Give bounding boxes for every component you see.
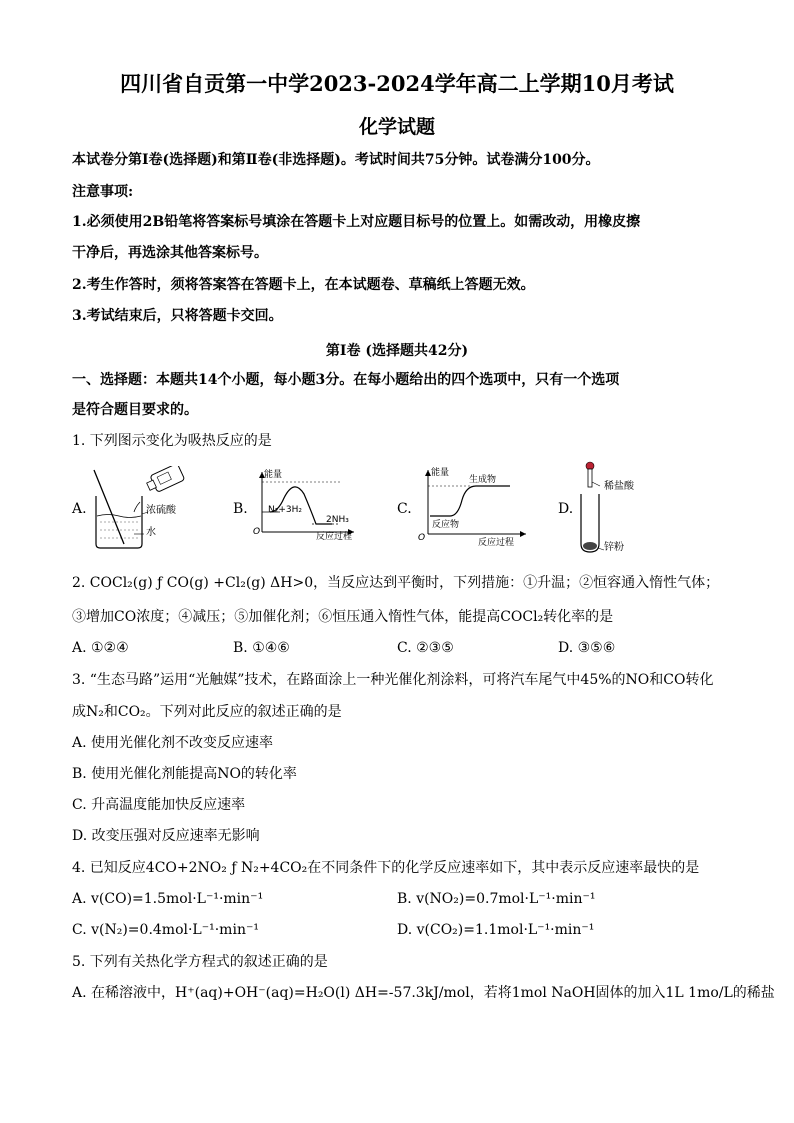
q1-a-water-label: 水 bbox=[146, 527, 156, 538]
q1-b-xlabel: 反应过程 bbox=[316, 532, 353, 542]
q5-option-a: A. 在稀溶液中，H⁺(aq)+OH⁻(aq)=H₂O(l) ΔH=-57.3kJ/mol，若将1mol NaOH固体的加入1L 1mo/L的稀盐 bbox=[72, 985, 775, 1001]
q4-stem: 4. 已知反应4CO+2NO₂ ƒ N₂+4CO₂在不同条件下的化学反应速率如下，其中表示反应速率最快的是 bbox=[72, 860, 700, 876]
notice-3: 3.考试结束后，只将答题卡交回。 bbox=[72, 308, 283, 324]
q1-d-acid-label: 稀盐酸 bbox=[604, 481, 634, 492]
q3-option-b: B. 使用光催化剂能提高NO的转化率 bbox=[72, 766, 297, 782]
q4-option-b: B. v(NO₂)=0.7mol·L⁻¹·min⁻¹ bbox=[397, 891, 596, 907]
q1-a-acid-label: 浓硫酸 bbox=[146, 505, 176, 516]
q1-b-ylabel: 能量 bbox=[264, 470, 283, 480]
q3-stem-a: 3. “生态马路”运用“光触媒”技术，在路面涂上一种光催化剂涂料，可将汽车尾气中45%的NO和CO转化 bbox=[72, 672, 714, 688]
q4-option-a: A. v(CO)=1.5mol·L⁻¹·min⁻¹ bbox=[72, 891, 264, 907]
q1-b-origin: O bbox=[253, 527, 261, 537]
q1-c-ylabel: 能量 bbox=[431, 468, 450, 478]
q4-option-d: D. v(CO₂)=1.1mol·L⁻¹·min⁻¹ bbox=[397, 922, 595, 938]
exam-subtitle: 化学试题 bbox=[358, 116, 435, 138]
q1-option-d-label: D. bbox=[558, 501, 574, 517]
q3-option-d: D. 改变压强对反应速率无影响 bbox=[72, 828, 260, 844]
notice-title: 注意事项: bbox=[72, 184, 134, 200]
section-instr-a: 一、选择题：本题共14个小题，每小题3分。在每小题给出的四个选项中，只有一个选项 bbox=[72, 372, 620, 388]
q3-stem-b: 成N₂和CO₂。下列对此反应的叙述正确的是 bbox=[72, 704, 342, 720]
q1-figure-a bbox=[88, 466, 198, 552]
section-heading: 第Ⅰ卷 (选择题共42分) bbox=[325, 343, 469, 359]
section-instr-b: 是符合题目要求的。 bbox=[72, 402, 198, 418]
notice-1b: 干净后，再选涂其他答案标号。 bbox=[72, 245, 268, 261]
q1-c-product: 生成物 bbox=[469, 475, 497, 485]
q1-option-b-label: B. bbox=[233, 501, 248, 517]
q2-option-a: A. ①②④ bbox=[72, 640, 129, 656]
q2-option-c: C. ②③⑤ bbox=[397, 640, 454, 656]
q1-c-xlabel: 反应过程 bbox=[478, 538, 515, 548]
q1-stem: 1. 下列图示变化为吸热反应的是 bbox=[72, 433, 272, 449]
q1-option-a-label: A. bbox=[72, 501, 87, 517]
q1-d-zinc-label: 锌粉 bbox=[604, 542, 624, 553]
notice-2: 2.考生作答时，须将答案答在答题卡上，在本试题卷、草稿纸上答题无效。 bbox=[72, 277, 535, 293]
q3-option-a: A. 使用光催化剂不改变反应速率 bbox=[72, 735, 274, 751]
q1-b-product: 2NH₃ bbox=[326, 515, 349, 525]
intro-line: 本试卷分第Ⅰ卷(选择题)和第Ⅱ卷(非选择题)。考试时间共75分钟。试卷满分100分。 bbox=[72, 152, 600, 168]
notice-1a: 1.必须使用2B铅笔将答案标号填涂在答题卡上对应题目标号的位置上。如需改动，用橡皮擦 bbox=[72, 214, 641, 230]
q2-option-b: B. ①④⑥ bbox=[233, 640, 290, 656]
q1-b-reactant: N₂+3H₂ bbox=[268, 505, 302, 515]
q3-option-c: C. 升高温度能加快反应速率 bbox=[72, 797, 246, 813]
q4-option-c: C. v(N₂)=0.4mol·L⁻¹·min⁻¹ bbox=[72, 922, 259, 938]
exam-title: 四川省自贡第一中学2023-2024学年高二上学期10月考试 bbox=[120, 71, 674, 96]
q5-stem: 5. 下列有关热化学方程式的叙述正确的是 bbox=[72, 954, 328, 970]
q2-option-d: D. ③⑤⑥ bbox=[558, 640, 616, 656]
q1-option-c-label: C. bbox=[397, 501, 412, 517]
q2-stem-a: 2. COCl₂(g) ƒ CO(g) +Cl₂(g) ΔH>0，当反应达到平衡时，下列措施：①升温；②恒容通入惰性气体； bbox=[72, 575, 720, 591]
q2-stem-b: ③增加CO浓度；④减压；⑤加催化剂；⑥恒压通入惰性气体，能提高COCl₂转化率的是 bbox=[72, 609, 614, 625]
q1-c-reactant: 反应物 bbox=[432, 520, 460, 530]
q1-c-origin: O bbox=[418, 533, 426, 543]
